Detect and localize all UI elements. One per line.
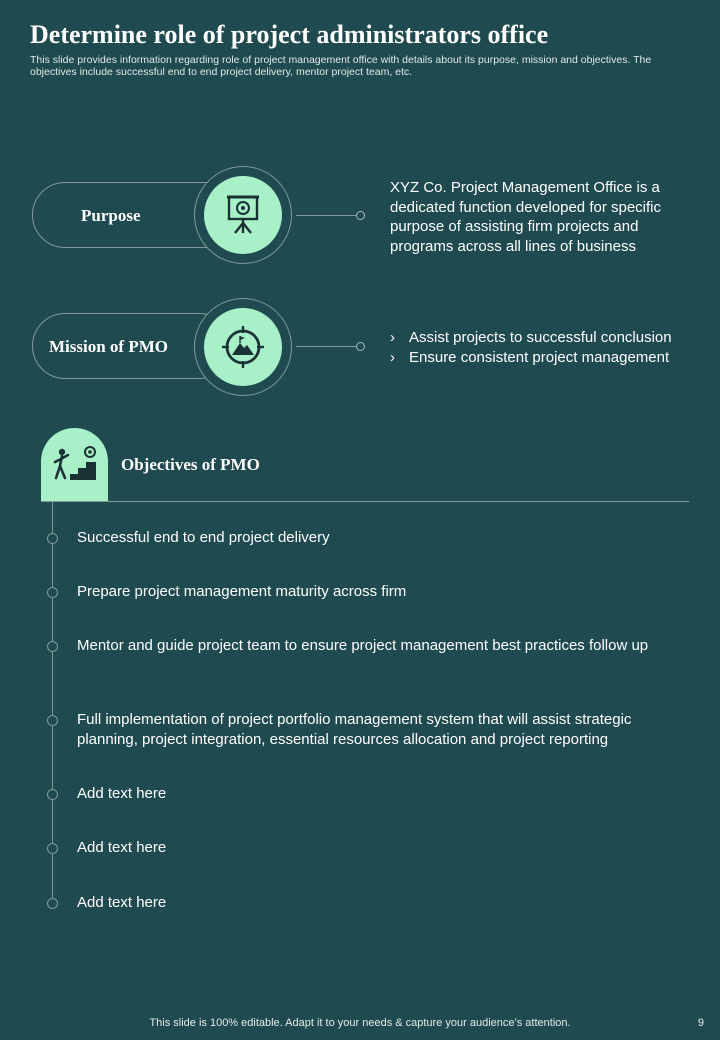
objective-text: Add text here — [77, 785, 167, 802]
objective-text: Add text here — [77, 894, 167, 911]
objectives-heading: Objectives of PMO — [121, 455, 260, 474]
footer-note: This slide is 100% editable. Adapt it to your needs & capture your audience’s attention. — [149, 1017, 571, 1029]
objectives-timeline-line — [52, 502, 53, 902]
mission-icon-ring — [194, 298, 292, 396]
slide-subtitle: This slide provides information regarding role of project management office with details about its purpose, mission and objectives. The objectives include successful end to end project delivery, mentor project team, etc. — [30, 54, 652, 78]
mission-label: Mission of PMO — [49, 337, 168, 356]
stairs-goal-icon — [52, 444, 98, 484]
presentation-target-icon — [221, 193, 265, 237]
objective-text: Full implementation of project portfolio management system that will assist strategic planning, project integration, essential resources allocation and project reporting — [77, 711, 632, 748]
objectives-divider — [41, 501, 689, 502]
mountain-target-icon — [221, 325, 265, 369]
objective-bullet-dot — [47, 715, 58, 726]
mission-connector — [296, 346, 356, 347]
objective-bullet-dot — [47, 843, 58, 854]
objective-bullet-dot — [47, 789, 58, 800]
purpose-label: Purpose — [81, 206, 141, 225]
purpose-connector-dot — [356, 211, 365, 220]
slide-title: Determine role of project administrators office — [30, 20, 549, 49]
objectives-icon-tab — [41, 428, 108, 501]
purpose-icon-ring — [194, 166, 292, 264]
purpose-description: XYZ Co. Project Management Office is a dedicated function developed for specific purpose of assisting firm projects and programs across all lines of business — [390, 179, 662, 255]
objective-bullet-dot — [47, 533, 58, 544]
mission-list — [390, 328, 710, 367]
mission-item: › Assist projects to successful conclusion — [390, 328, 710, 348]
purpose-connector — [296, 215, 356, 216]
objective-text: Mentor and guide project team to ensure project management best practices follow up — [77, 637, 649, 654]
objective-bullet-dot — [47, 898, 58, 909]
objective-text: Successful end to end project delivery — [77, 529, 330, 546]
mission-icon-disc — [204, 308, 282, 386]
objective-text: Add text here — [77, 839, 167, 856]
objective-text: Prepare project management maturity across firm — [77, 583, 407, 600]
objective-bullet-dot — [47, 587, 58, 598]
mission-connector-dot — [356, 342, 365, 351]
objective-bullet-dot — [47, 641, 58, 652]
purpose-icon-disc — [204, 176, 282, 254]
page-number: 9 — [697, 1017, 704, 1029]
mission-item: › Ensure consistent project management — [390, 348, 710, 368]
